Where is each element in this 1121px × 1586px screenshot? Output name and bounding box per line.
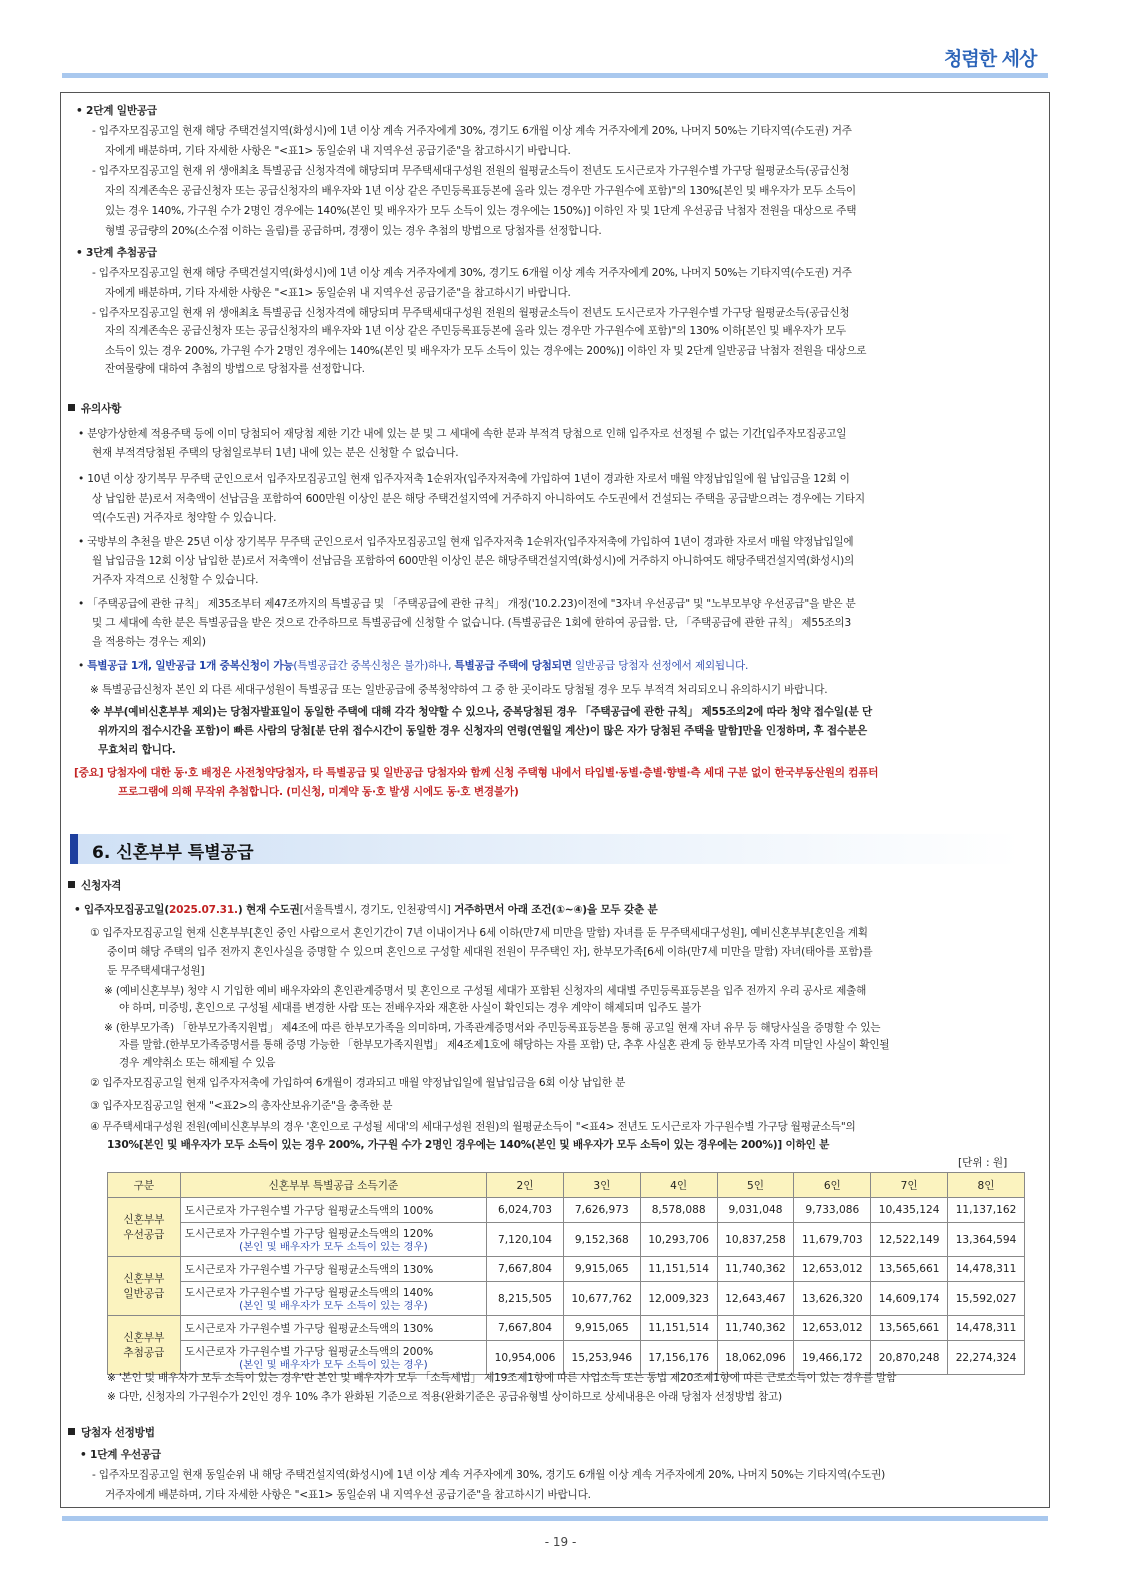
income-value: 9,152,368 [563,1223,640,1257]
footer-rule [62,1516,1048,1521]
table-row [108,1316,1025,1341]
text-line: ※ 부부(예비신혼부부 제외)는 당첨자발표일이 동일한 주택에 대해 각각 청약할 수 있으나, 중복당첨된 경우 「주택공급에 관한 규칙」 제55조의2에 따라 청약 접수일(분 단 [90,706,873,718]
table-row [108,1257,1025,1282]
income-value: 9,915,065 [563,1316,640,1341]
income-value: 15,592,027 [948,1282,1025,1316]
standard-text: 도시근로자 가구원수별 가구당 월평균소득액의 120% [184,1227,434,1240]
text-line: - 입주자모집공고일 현재 위 생애최초 특별공급 신청자격에 해당되며 무주택세대구성원 전원의 월평균소득이 전년도 도시근로자 가구원수별 가구당 월평균소득(공급신청 [92,165,850,177]
table-group-label [108,1316,181,1375]
income-value: 7,667,804 [487,1316,564,1341]
group-label-line: 추첨공급 [123,1347,165,1359]
standard-text: 도시근로자 가구원수별 가구당 월평균소득액의 130% [184,1322,434,1335]
income-value: 14,478,311 [948,1316,1025,1341]
section-bar-accent [70,834,78,864]
text-line: 자의 직계존속은 공급신청자 또는 공급신청자의 배우자와 1년 이상 같은 주민등록표등본에 올라 있는 경우만 가구원수에 포함)"의 130% 이하[본인 및 배우자가 모두 [105,325,846,337]
income-standard [180,1257,486,1282]
income-value: 12,653,012 [794,1316,871,1341]
footnote: ※ 다만, 신청자의 가구원수가 2인인 경우 10% 추가 완화된 기준으로 적용(완화기준은 공급유형별 상이하므로 상세내용은 아래 당첨자 선정방법 참고) [107,1391,782,1403]
income-value: 9,031,048 [717,1198,794,1223]
heading-stage2: • 2단계 일반공급 [76,105,157,117]
text-line: 을 적용하는 경우는 제외) [92,636,206,648]
income-value: 10,677,762 [563,1282,640,1316]
text-line: 야 하며, 미증빙, 혼인으로 구성될 세대를 변경한 사람 또는 전배우자와 재혼한 사실이 확인되는 경우 계약이 해제되며 입주도 불가 [119,1002,701,1014]
income-value: 13,364,594 [948,1223,1025,1257]
text-line: - 입주자모집공고일 현재 해당 주택건설지역(화성시)에 1년 이상 계속 거주자에게 30%, 경기도 6개월 이상 계속 거주자에게 20%, 나머지 50%는 기타지역(수도권) 거주 [92,267,852,279]
standard-subtext: (본인 및 배우자가 모두 소득이 있는 경우) [239,1358,428,1371]
income-value: 13,565,661 [871,1257,948,1282]
table-header: 신혼부부 특별공급 소득기준 [180,1173,486,1198]
standard-text: 도시근로자 가구원수별 가구당 월평균소득액의 200% [184,1345,434,1358]
income-value: 8,215,505 [487,1282,564,1316]
square-bullet-icon [68,1428,75,1435]
text-line: - 입주자모집공고일 현재 동일순위 내 해당 주택건설지역(화성시)에 1년 이상 계속 거주자에게 30%, 경기도 6개월 이상 계속 거주자에게 20%, 나머지 50%는 기타지역(수도권) [92,1469,886,1481]
table-header: 4인 [640,1173,717,1198]
heading-notes: 유의사항 [68,400,121,419]
important-notice: [중요] 당첨자에 대한 동·호 배정은 사전청약당첨자, 타 특별공급 및 일반공급 당첨자와 함께 신청 주택형 내에서 타입별·동별·층별·향별·측 세대 구분 없이 한국부동산원의 컴퓨터 [74,767,879,779]
table-header: 8인 [948,1173,1025,1198]
income-value: 22,274,324 [948,1341,1025,1375]
group-label-line: 일반공급 [123,1288,165,1300]
income-value: 11,151,514 [640,1316,717,1341]
income-value: 10,293,706 [640,1223,717,1257]
text-line: 위까지의 접수시간을 포함)이 빠른 사람의 당첨[분 단위 접수시간이 동일한 경우 신청자의 연령(연월일 계산)이 많은 자가 당첨된 주택을 말함]만을 인정하며, 후 접수분은 [98,725,868,737]
income-value: 13,626,320 [794,1282,871,1316]
income-value: 14,478,311 [948,1257,1025,1282]
heading-eligibility: 신청자격 [68,877,121,896]
income-value: 12,522,149 [871,1223,948,1257]
table-header: 구분 [108,1173,181,1198]
text-line: • 「주택공급에 관한 규칙」 제35조부터 제47조까지의 특별공급 및 「주택공급에 관한 규칙」 개정('10.2.23)이전에 "3자녀 우선공급" 및 "노부모부양 우선공급"을 받은 분 [78,598,856,610]
income-value: 13,565,661 [871,1316,948,1341]
footnote: ※ '본인 및 배우자가 모두 소득이 있는 경우'란 본인 및 배우자가 모두 「소득세법」 제19조제1항에 따른 사업소득 또는 동법 제20조제1항에 따른 근로소득이 있는 경우를 말함 [107,1372,897,1384]
text-line: • 분양가상한제 적용주택 등에 이미 당첨되어 재당첨 제한 기간 내에 있는 분 및 그 세대에 속한 분과 부적격 당첨으로 인해 입주자로 선정될 수 없는 기간[입주자모집공고일 [78,428,847,440]
table-group-label [108,1257,181,1316]
eligibility-summary: • 입주자모집공고일(2025.07.31.) 현재 수도권[서울특별시, 경기도, 인천광역시] 거주하면서 아래 조건(①~④)을 모두 갖춘 분 [74,904,658,916]
header-logo: 청렴한 세상 [944,48,1037,70]
text-line: • 10년 이상 장기복무 무주택 군인으로서 입주자모집공고일 현재 입주자저축 1순위자(입주자저축에 가입하여 1년이 경과한 자로서 매월 약정납입일에 월 납입금을 12회 이 [78,473,850,485]
text-line: • 국방부의 추천을 받은 25년 이상 장기복무 무주택 군인으로서 입주자모집공고일 현재 입주자저축 1순위자(입주자저축에 가입하여 1년이 경과한 자로서 매월 약정납입일에 [78,536,854,548]
square-bullet-icon [68,404,75,411]
income-value: 10,837,258 [717,1223,794,1257]
text-line: 형별 공급량의 20%(소수점 이하는 올림)를 공급하며, 경쟁이 있는 경우 추첨의 방법으로 당첨자를 선정합니다. [105,225,602,237]
income-value: 14,609,174 [871,1282,948,1316]
header-rule [62,73,1048,78]
text-line: 및 그 세대에 속한 분은 특별공급을 받은 것으로 간주하므로 특별공급에 신청할 수 없습니다. (특별공급은 1회에 한하여 공급함. 단, 「주택공급에 관한 규칙」 제55조의3 [92,617,852,629]
standard-subtext: (본인 및 배우자가 모두 소득이 있는 경우) [239,1299,428,1312]
text-line: 자를 말함.(한부모가족증명서를 통해 증명 가능한 「한부모가족지원법」 제4조제1호에 해당하는 자를 포함) 단, 추후 사실혼 관계 등 한부모가족 자격 미달인 사실이 확인될 [119,1039,890,1051]
table-header-row [108,1173,1025,1198]
table-unit: [단위 : 원] [958,1157,1008,1169]
text-line: ※ (한부모가족) 「한부모가족지원법」 제4조에 따른 한부모가족을 의미하며, 가족관계증명서와 주민등록표등본을 통해 공고일 현재 자녀 유무 등 해당사실을 증명할 수 있는 [104,1022,881,1034]
text-line: - 입주자모집공고일 현재 위 생애최초 특별공급 신청자격에 해당되며 무주택세대구성원 전원의 월평균소득이 전년도 도시근로자 가구원수별 가구당 월평균소득(공급신청 [92,307,850,319]
income-value: 7,120,104 [487,1223,564,1257]
table-header: 3인 [563,1173,640,1198]
income-value: 20,870,248 [871,1341,948,1375]
standard-subtext: (본인 및 배우자가 모두 소득이 있는 경우) [239,1240,428,1253]
text-line: ③ 입주자모집공고일 현재 "<표2>의 총자산보유기준"을 충족한 분 [90,1100,393,1112]
income-value: 11,137,162 [948,1198,1025,1223]
text-line: ※ 특별공급신청자 본인 외 다른 세대구성원이 특별공급 또는 일반공급에 중복청약하여 그 중 한 곳이라도 당첨될 경우 모두 부적격 처리되오니 유의하시기 바랍니다. [90,684,828,696]
income-value: 8,578,088 [640,1198,717,1223]
table-header: 5인 [717,1173,794,1198]
income-value: 6,024,703 [487,1198,564,1223]
text-line: 월 납입금을 12회 이상 납입한 분)로서 저축액이 선납금을 포함하여 600만원 이상인 분은 해당주택건설지역(화성시)에 거주하지 아니하여도 해당주택건설지역(화성시)의 [92,555,855,567]
square-bullet-icon [68,881,75,888]
table-row [108,1198,1025,1223]
income-value: 11,679,703 [794,1223,871,1257]
text-line: ④ 무주택세대구성원 전원(예비신혼부부의 경우 '혼인으로 구성될 세대'의 세대구성원 전원)의 월평균소득이 "<표4> 전년도 도시근로자 가구원수별 가구당 월평균소득"의 [90,1121,856,1133]
income-standard [180,1282,486,1316]
income-standard [180,1316,486,1341]
table-header: 6인 [794,1173,871,1198]
text-line: 자에게 배분하며, 기타 자세한 사항은 "<표1> 동일순위 내 지역우선 공급기준"을 참고하시기 바랍니다. [105,145,571,157]
income-value: 11,740,362 [717,1257,794,1282]
text-line: ※ (예비신혼부부) 청약 시 기입한 예비 배우자와의 혼인관계증명서 및 혼인으로 구성될 세대가 포함된 신청자의 세대별 주민등록표등본을 입주 전까지 우리 공사로 제출해 [104,985,867,997]
income-value: 7,626,973 [563,1198,640,1223]
income-value: 12,009,323 [640,1282,717,1316]
text-line: 중이며 해당 주택의 입주 전까지 혼인사실을 증명할 수 있으며 혼인으로 구성할 세대원 전원이 무주택인 자], 한부모가족[6세 이하(만7세 미만을 말함) 자녀(태아를 포함)를 [107,946,873,958]
income-standard [180,1223,486,1257]
duplicate-application-note: • 특별공급 1개, 일반공급 1개 중복신청이 가능(특별공급간 중복신청은 불가)하나, 특별공급 주택에 당첨되면 일반공급 당첨자 선정에서 제외됩니다. [78,660,749,672]
income-value: 12,643,467 [717,1282,794,1316]
text-line: 거주자 자격으로 신청할 수 있습니다. [92,574,259,586]
group-label-line: 신혼부부 [123,1273,165,1285]
text-line: ① 입주자모집공고일 현재 신혼부부[혼인 중인 사람으로서 혼인기간이 7년 이내이거나 6세 이하(만7세 미만을 말함) 자녀를 둔 무주택세대구성원], 예비신혼부부[혼인을 계획 [90,927,868,939]
income-value: 18,062,096 [717,1341,794,1375]
heading-stage3: • 3단계 추첨공급 [76,247,157,259]
table-header: 7인 [871,1173,948,1198]
section-title: 6. 신혼부부 특별공급 [92,843,254,863]
text-line: 자의 직계존속은 공급신청자 또는 공급신청자의 배우자와 1년 이상 같은 주민등록표등본에 올라 있는 경우만 가구원수에 포함)"의 130%[본인 및 배우자가 모두 소득이 [105,185,856,197]
income-value: 9,915,065 [563,1257,640,1282]
text-line: 역(수도권) 거주자로 청약할 수 있습니다. [92,512,277,524]
text-line: 자에게 배분하며, 기타 자세한 사항은 "<표1> 동일순위 내 지역우선 공급기준"을 참고하시기 바랍니다. [105,287,571,299]
text-line: 거주자에게 배분하며, 기타 자세한 사항은 "<표1> 동일순위 내 지역우선 공급기준"을 참고하시기 바랍니다. [105,1489,591,1501]
heading-stage1: • 1단계 우선공급 [80,1449,161,1461]
text-line: 있는 경우 140%, 가구원 수가 2명인 경우에는 140%(본인 및 배우자가 모두 소득이 있는 경우에는 150%)] 이하인 자 및 1단계 우선공급 낙첨자 전원을 대상으로 주택 [105,205,857,217]
income-value: 11,740,362 [717,1316,794,1341]
text-line: 잔여물량에 대하여 추첨의 방법으로 당첨자를 선정합니다. [105,363,365,375]
group-label-line: 우선공급 [123,1229,165,1241]
standard-text: 도시근로자 가구원수별 가구당 월평균소득액의 130% [184,1263,434,1276]
standard-text: 도시근로자 가구원수별 가구당 월평균소득액의 100% [184,1204,434,1217]
income-standard [180,1198,486,1223]
text-line: 무효처리 합니다. [98,744,176,756]
section-title-bar [70,834,1020,864]
text-line: ② 입주자모집공고일 현재 입주자저축에 가입하여 6개월이 경과되고 매월 약정납입일에 월납입금을 6회 이상 납입한 분 [90,1077,626,1089]
income-value: 10,435,124 [871,1198,948,1223]
income-value: 15,253,946 [563,1341,640,1375]
text-line: 130%[본인 및 배우자가 모두 소득이 있는 경우 200%, 가구원 수가 2명인 경우에는 140%(본인 및 배우자가 모두 소득이 있는 경우에는 200%)] 이하인 분 [107,1139,830,1151]
income-value: 10,954,006 [487,1341,564,1375]
group-label-line: 신혼부부 [123,1332,165,1344]
standard-text: 도시근로자 가구원수별 가구당 월평균소득액의 140% [184,1286,434,1299]
heading-selection: 당첨자 선정방법 [68,1424,155,1443]
income-value: 12,653,012 [794,1257,871,1282]
income-table [107,1172,1025,1375]
text-line: 현재 부적격당첨된 주택의 당첨일로부터 1년] 내에 있는 분은 신청할 수 없습니다. [92,447,459,459]
income-value: 11,151,514 [640,1257,717,1282]
page-number: - 19 - [544,1535,577,1549]
important-notice-cont: 프로그램에 의해 무작위 추첨합니다. (미신청, 미계약 동·호 발생 시에도 동·호 변경불가) [118,786,519,798]
table-group-label [108,1198,181,1257]
table-row [108,1282,1025,1316]
text-line: 둔 무주택세대구성원] [107,965,205,977]
income-value: 9,733,086 [794,1198,871,1223]
text-line: 경우 계약취소 또는 해제될 수 있음 [119,1057,276,1069]
table-row [108,1223,1025,1257]
income-value: 7,667,804 [487,1257,564,1282]
text-line: 소득이 있는 경우 200%, 가구원 수가 2명인 경우에는 140%(본인 및 배우자가 모두 소득이 있는 경우에는 200%)] 이하인 자 및 2단계 일반공급 낙첨자 전원을 대상으로 [105,345,867,357]
text-line: 상 납입한 분)로서 저축액이 선납금을 포함하여 600만원 이상인 분은 해당 주택건설지역에 거주하지 아니하여도 수도권에서 건설되는 주택을 공급받으려는 경우에는 기타지 [92,493,865,505]
income-value: 19,466,172 [794,1341,871,1375]
group-label-line: 신혼부부 [123,1214,165,1226]
table-header: 2인 [487,1173,564,1198]
income-value: 17,156,176 [640,1341,717,1375]
text-line: - 입주자모집공고일 현재 해당 주택건설지역(화성시)에 1년 이상 계속 거주자에게 30%, 경기도 6개월 이상 계속 거주자에게 20%, 나머지 50%는 기타지역(수도권) 거주 [92,125,852,137]
